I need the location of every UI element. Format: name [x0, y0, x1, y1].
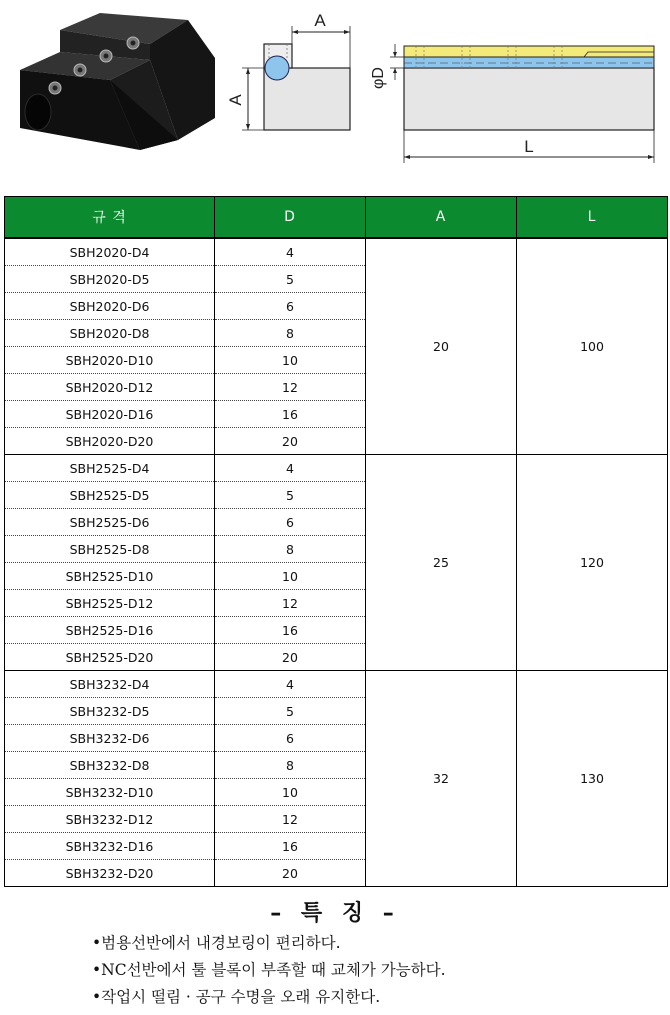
dim-a-top-label: A: [314, 11, 326, 30]
features-section: [0, 898, 670, 1011]
side-view-drawing: [242, 26, 350, 130]
spec-cell: SBH3232-D12: [5, 806, 215, 833]
header-a: A: [366, 197, 517, 239]
l-cell: 120: [517, 455, 668, 671]
product-3d-image: [20, 13, 215, 150]
d-cell: 6: [215, 725, 366, 752]
dim-a-side-label: A: [226, 94, 245, 106]
d-cell: 12: [215, 374, 366, 401]
spec-cell: SBH2020-D5: [5, 266, 215, 293]
a-cell: 25: [366, 455, 517, 671]
d-cell: 8: [215, 320, 366, 347]
spec-cell: SBH2020-D8: [5, 320, 215, 347]
spec-cell: SBH3232-D16: [5, 833, 215, 860]
spec-cell: SBH2020-D12: [5, 374, 215, 401]
d-cell: 4: [215, 455, 366, 482]
table-row: [5, 238, 668, 266]
spec-cell: SBH2020-D10: [5, 347, 215, 374]
spec-cell: SBH3232-D10: [5, 779, 215, 806]
d-cell: 8: [215, 536, 366, 563]
header-l: L: [517, 197, 668, 239]
d-cell: 20: [215, 860, 366, 887]
spec-cell: SBH2525-D6: [5, 509, 215, 536]
spec-cell: SBH3232-D6: [5, 725, 215, 752]
d-cell: 5: [215, 482, 366, 509]
l-cell: 100: [517, 238, 668, 455]
features-title: – 특 징 –: [270, 901, 400, 926]
d-cell: 6: [215, 293, 366, 320]
d-cell: 20: [215, 428, 366, 455]
a-cell: 32: [366, 671, 517, 887]
spec-table: [4, 196, 668, 887]
d-cell: 6: [215, 509, 366, 536]
feature-item: •NC선반에서 툴 블록이 부족할 때 교체가 가능하다.: [92, 961, 446, 979]
d-cell: 4: [215, 671, 366, 698]
spec-cell: SBH2020-D16: [5, 401, 215, 428]
l-cell: 130: [517, 671, 668, 887]
spec-cell: SBH2525-D12: [5, 590, 215, 617]
d-cell: 20: [215, 644, 366, 671]
d-cell: 8: [215, 752, 366, 779]
d-cell: 12: [215, 806, 366, 833]
d-cell: 10: [215, 563, 366, 590]
d-cell: 4: [215, 238, 366, 266]
feature-item: •범용선반에서 내경보링이 편리하다.: [92, 934, 341, 952]
spec-cell: SBH3232-D8: [5, 752, 215, 779]
feature-item: •작업시 떨림 · 공구 수명을 오래 유지한다.: [92, 988, 381, 1006]
table-row: [5, 671, 668, 698]
front-view-drawing: [390, 44, 654, 163]
spec-cell: SBH3232-D20: [5, 860, 215, 887]
d-cell: 16: [215, 833, 366, 860]
spec-cell: SBH2525-D16: [5, 617, 215, 644]
d-cell: 16: [215, 401, 366, 428]
dim-d-label: φD: [370, 67, 387, 89]
d-cell: 16: [215, 617, 366, 644]
d-cell: 5: [215, 698, 366, 725]
header-d: D: [215, 197, 366, 239]
a-cell: 20: [366, 238, 517, 455]
table-row: [5, 455, 668, 482]
d-cell: 10: [215, 779, 366, 806]
d-cell: 5: [215, 266, 366, 293]
header-spec: 규 격: [5, 197, 215, 239]
spec-cell: SBH2525-D4: [5, 455, 215, 482]
d-cell: 12: [215, 590, 366, 617]
table-body: [5, 238, 668, 887]
spec-cell: SBH2020-D4: [5, 238, 215, 266]
spec-cell: SBH3232-D5: [5, 698, 215, 725]
features-list: [0, 930, 670, 1011]
spec-cell: SBH2020-D6: [5, 293, 215, 320]
d-cell: 10: [215, 347, 366, 374]
dim-l-label: L: [524, 137, 534, 156]
table-header-row: [5, 197, 668, 239]
spec-cell: SBH3232-D4: [5, 671, 215, 698]
spec-cell: SBH2525-D5: [5, 482, 215, 509]
product-drawings: [0, 0, 670, 190]
spec-cell: SBH2020-D20: [5, 428, 215, 455]
spec-cell: SBH2525-D20: [5, 644, 215, 671]
spec-cell: SBH2525-D10: [5, 563, 215, 590]
spec-cell: SBH2525-D8: [5, 536, 215, 563]
